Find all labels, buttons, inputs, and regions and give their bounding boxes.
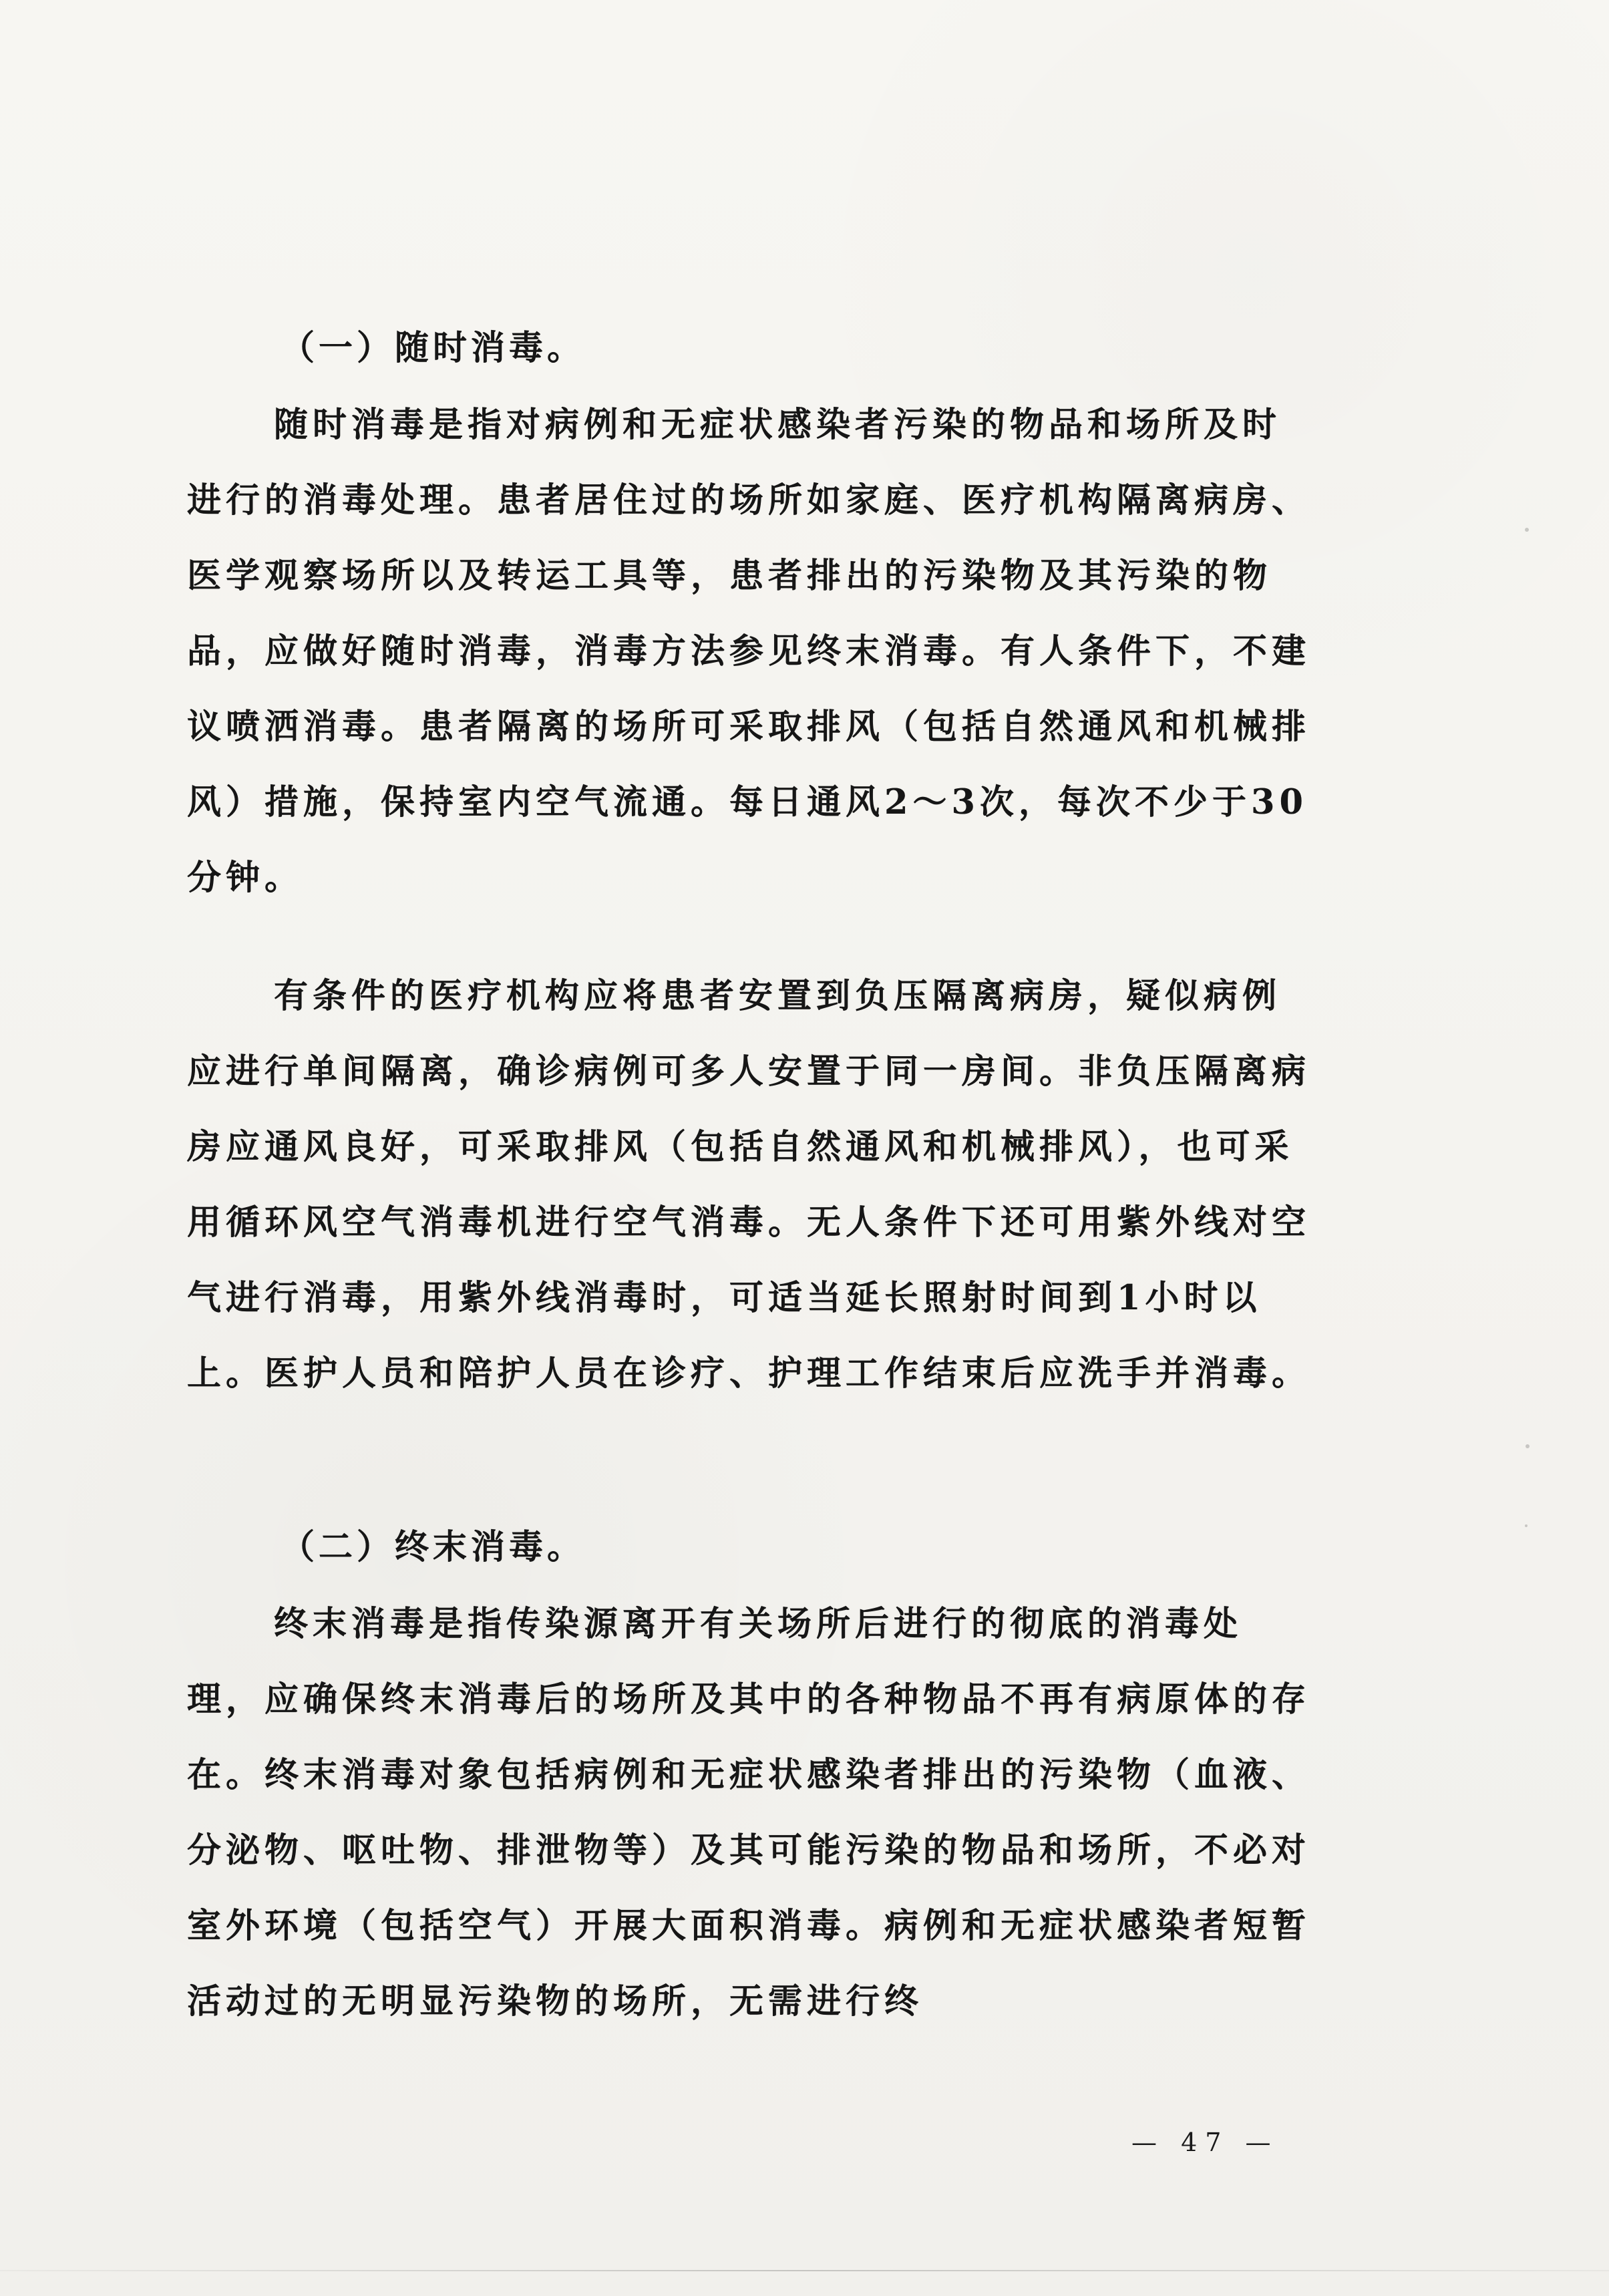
scan-speck [1526,1444,1530,1448]
paragraph-2: 有条件的医疗机构应将患者安置到负压隔离病房，疑似病例应进行单间隔离，确诊病例可多人安置于同一房间。非负压隔离病房应通风良好，可采取排风（包括自然通风和机械排风），也可采用循环风空气消毒机进行空气消毒。无人条件下还可用紫外线对空气进行消毒，用紫外线消毒时，可适当延长照射时间到1小时以上。医护人员和陪护人员在诊疗、护理工作结束后应洗手并消毒。 [187,976,1311,1393]
section-heading-1: （一）随时消毒。 [281,328,586,368]
scan-speck [1525,1524,1528,1527]
scan-speck [1525,528,1529,532]
paragraph-3: 终末消毒是指传染源离开有关场所后进行的彻底的消毒处理，应确保终末消毒后的场所及其中的各种物品不再有病原体的存在。终末消毒对象包括病例和无症状感染者排出的污染物（血液、分泌物、呕吐物、排泄物等）及其可能污染的物品和场所，不必对室外环境（包括空气）开展大面积消毒。病例和无症状感染者短暂活动过的无明显污染物的场所，无需进行终 [187,1604,1311,2021]
section-heading-2: （二）终末消毒。 [281,1527,586,1567]
page-number: — 47 — [1131,2128,1279,2157]
paragraph-1: 随时消毒是指对病例和无症状感染者污染的物品和场所及时进行的消毒处理。患者居住过的场所如家庭、医疗机构隔离病房、医学观察场所以及转运工具等，患者排出的污染物及其污染的物品，应做好随时消毒，消毒方法参见终末消毒。有人条件下，不建议喷洒消毒。患者隔离的场所可采取排风（包括自然通风和机械排风）措施，保持室内空气流通。每日通风2～3次，每次不少于30分钟。 [187,405,1311,898]
scan-edge-line [0,2270,1609,2271]
